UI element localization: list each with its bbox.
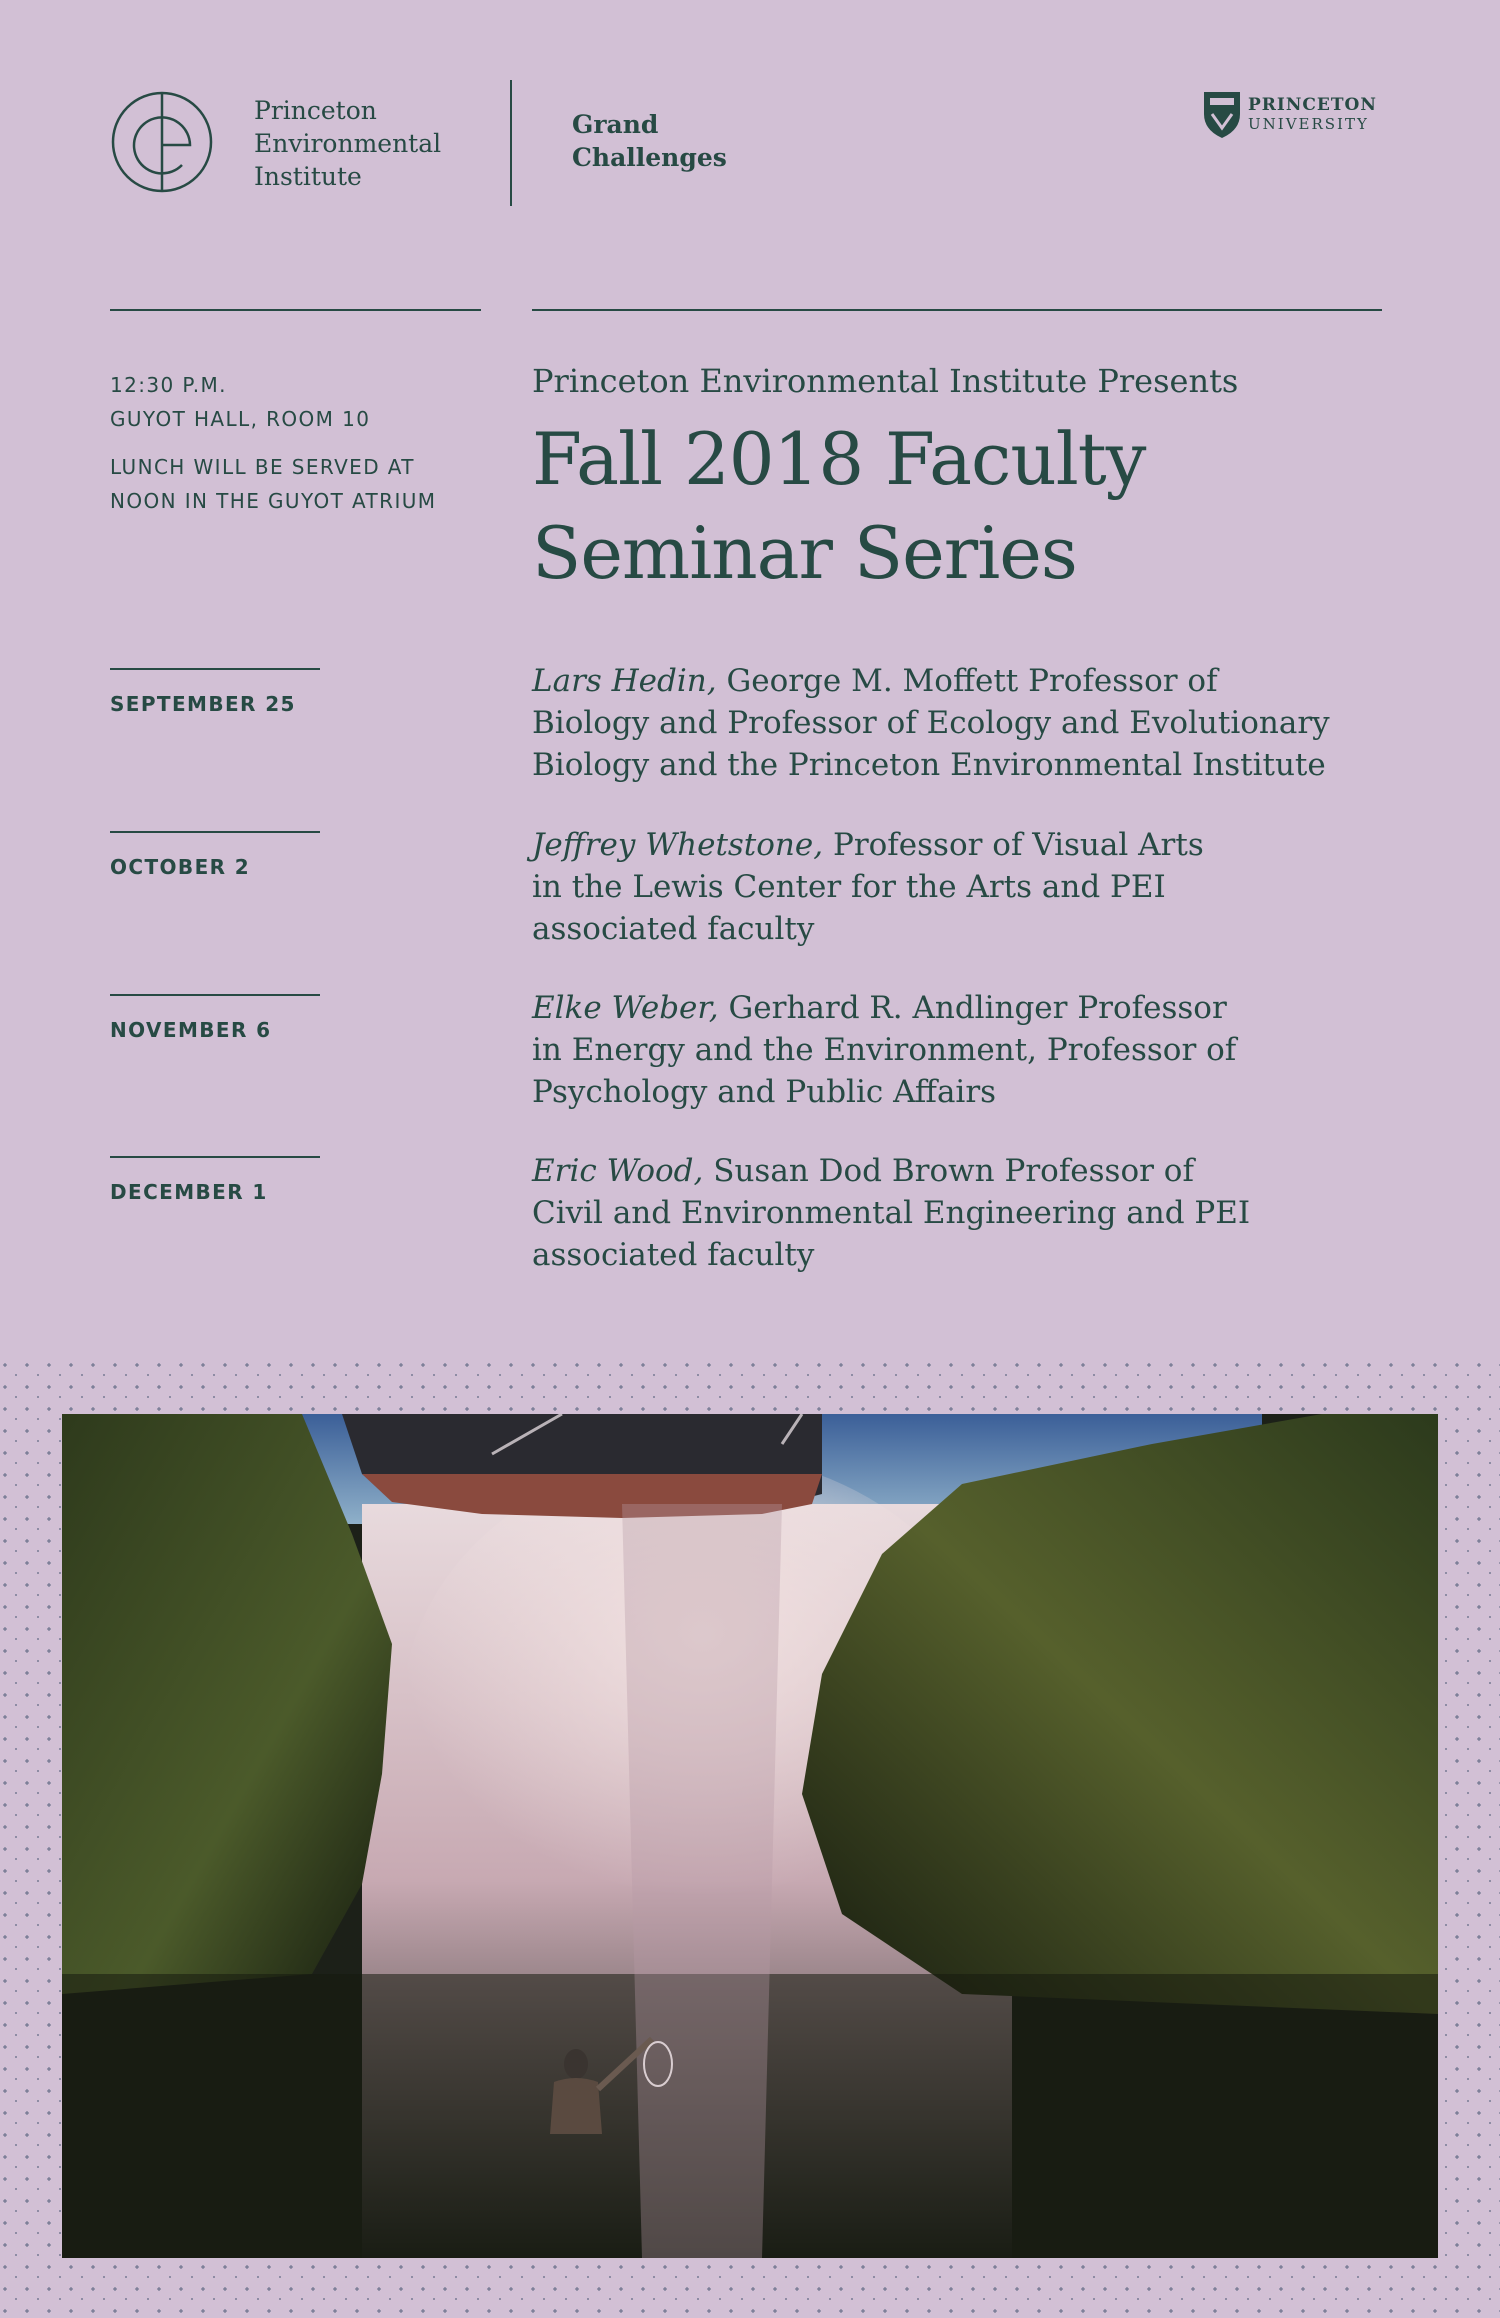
speaker-title-line: Biology and Professor of Ecology and Evolutionary <box>532 705 1330 741</box>
speaker-title-line: in Energy and the Environment, Professor of <box>532 1032 1237 1068</box>
princeton-shield-icon <box>1202 90 1242 140</box>
title-line: Fall 2018 Faculty <box>532 417 1146 501</box>
page-title <box>532 412 1145 600</box>
speaker-name: Eric Wood, <box>532 1153 704 1189</box>
university-logo-line1: PRINCETON <box>1248 95 1377 115</box>
speaker-title-line: Psychology and Public Affairs <box>532 1074 997 1110</box>
seminar-speaker <box>532 987 1402 1113</box>
rule-right <box>532 309 1382 311</box>
river-night-photo <box>62 1414 1438 2258</box>
seminar-speaker <box>532 660 1402 786</box>
university-logo-line2: UNIVERSITY <box>1248 115 1369 133</box>
princeton-university-logo <box>1202 90 1392 142</box>
speaker-name: Elke Weber, <box>532 990 719 1026</box>
event-location: GUYOT HALL, ROOM 10 <box>110 407 371 431</box>
speaker-title-line: in the Lewis Center for the Arts and PEI <box>532 869 1166 905</box>
pei-logo-icon <box>110 90 214 194</box>
speaker-name: Jeffrey Whetstone, <box>532 827 824 863</box>
pei-name-line: Princeton <box>254 96 377 125</box>
title-line: Seminar Series <box>532 511 1077 595</box>
grand-challenges-line: Grand <box>572 110 659 139</box>
date-rule <box>110 831 320 833</box>
date-rule <box>110 668 320 670</box>
lunch-note-line: NOON IN THE GUYOT ATRIUM <box>110 489 437 513</box>
date-rule <box>110 1156 320 1158</box>
speaker-title: Gerhard R. Andlinger Professor <box>718 990 1227 1026</box>
grand-challenges-label <box>572 108 727 174</box>
speaker-title: Professor of Visual Arts <box>823 827 1204 863</box>
lunch-note-line: LUNCH WILL BE SERVED AT <box>110 455 415 479</box>
seminar-date: SEPTEMBER 25 <box>110 692 296 716</box>
pei-name <box>254 94 484 193</box>
pei-name-line: Institute <box>254 162 362 191</box>
header-divider <box>510 80 512 206</box>
speaker-title-line: Biology and the Princeton Environmental Institute <box>532 747 1326 783</box>
seminar-date: OCTOBER 2 <box>110 855 251 879</box>
grand-challenges-line: Challenges <box>572 143 727 172</box>
date-rule <box>110 994 320 996</box>
speaker-title-line: associated faculty <box>532 911 815 947</box>
seminar-date: NOVEMBER 6 <box>110 1018 272 1042</box>
event-time: 12:30 P.M. <box>110 373 227 397</box>
seminar-speaker <box>532 1150 1402 1276</box>
speaker-title-line: Civil and Environmental Engineering and PEI <box>532 1195 1251 1231</box>
rule-left <box>110 309 481 311</box>
pei-name-line: Environmental <box>254 129 442 158</box>
speaker-name: Lars Hedin, <box>532 663 717 699</box>
presents-subtitle: Princeton Environmental Institute Presents <box>532 362 1239 400</box>
speaker-title-line: associated faculty <box>532 1237 815 1273</box>
speaker-title: Susan Dod Brown Professor of <box>703 1153 1194 1189</box>
speaker-title: George M. Moffett Professor of <box>716 663 1218 699</box>
seminar-date: DECEMBER 1 <box>110 1180 268 1204</box>
seminar-speaker <box>532 824 1402 950</box>
